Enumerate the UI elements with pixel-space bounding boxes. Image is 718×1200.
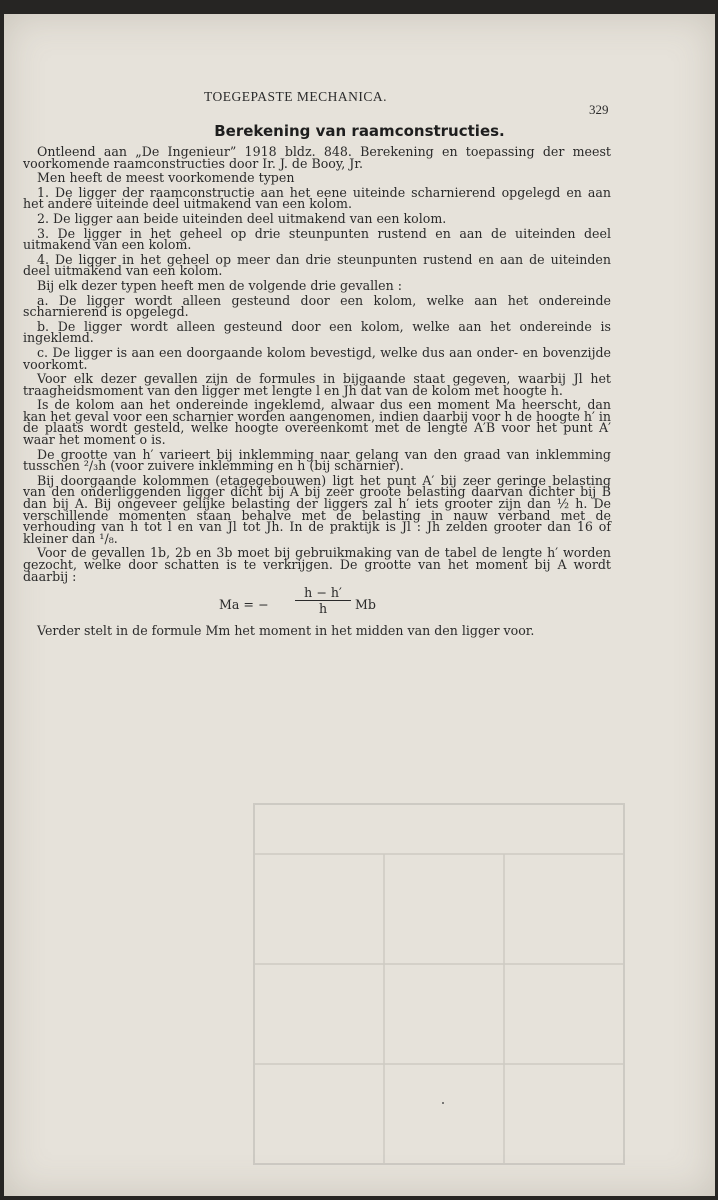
paragraph: De grootte van h′ varieert bij inklemming naar gelang van den graad van inklemming tusschen ²/₃h (voor zuivere inklemming en h (bij scharnier). (23, 446, 611, 474)
running-head: TOEGEPASTE MECHANICA. (204, 89, 388, 104)
paragraph: c. De ligger is aan een doorgaande kolom bevestigd, welke dus aan onder- en bovenzijde voorkomt. (23, 344, 611, 372)
paragraph: 2. De ligger aan beide uiteinden deel uitmakend van een kolom. (37, 210, 447, 226)
formula-denominator: h (318, 600, 328, 616)
formula-numerator: h − h′ (295, 587, 351, 601)
formula-fraction (295, 587, 351, 614)
closing-paragraph: Verder stelt in de formule Mm het moment in het midden van den ligger voor. (37, 623, 535, 639)
paragraph: Bij doorgaande kolommen (etagegebouwen) ligt het punt A′ bij zeer geringe belasting van den onderliggenden ligger dicht bij A bij zeer groote belasting daarvan dichter bij B dan bij A. Bij ongeveer gelijke belasting der liggers zal h′ iets grooter zijn dan ½ h. De verschillende momenten staan behalve met de belasting in nauw verband met de verhouding van h tot l en van Jl tot Jh. In de praktijk is Jl : Jh zelden grooter dan 16 of kleiner dan ¹/₈. (23, 472, 611, 546)
paragraph: Ontleend aan „De Ingenieur” 1918 bldz. 848. Berekening en toepassing der meest voorkomende raamconstructies door Ir. J. de Booy, Jr. (23, 144, 611, 171)
moment-formula (23, 585, 611, 621)
body-text (23, 146, 611, 640)
paragraph: 1. De ligger der raamconstructie aan het eene uiteinde scharnierend opgelegd en aan het andere uiteinde deel uitmakend van een kolom. (23, 184, 611, 212)
paragraph: Men heeft de meest voorkomende typen (37, 170, 295, 186)
page-number: 329 (589, 102, 609, 117)
paragraph: Voor elk dezer gevallen zijn de formules in bijgaande staat gegeven, waarbij Jl het traagheidsmoment van den ligger met lengte l en Jh dat van de kolom met hoogte h. (23, 371, 611, 398)
book-page (4, 14, 715, 1196)
paragraph: a. De ligger wordt alleen gesteund door een kolom, welke aan het ondereinde scharnierend is opgelegd. (23, 292, 611, 320)
paragraph: Bij elk dezer typen heeft men de volgende drie gevallen : (37, 277, 402, 293)
paragraph: b. De ligger wordt alleen gesteund door een kolom, welke aan het ondereinde is ingeklemd. (23, 318, 611, 346)
bleed-through-table (244, 764, 634, 1184)
paragraph: Voor de gevallen 1b, 2b en 3b moet bij gebruikmaking van de tabel de lengte h′ worden gezocht, welke door schatten is te verkrijgen. De grootte van het moment bij A wordt daarbij : (23, 545, 611, 584)
paragraph: 3. De ligger in het geheel op drie steunpunten rustend en aan de uiteinden deel uitmakend van een kolom. (23, 225, 611, 253)
paragraph: Is de kolom aan het ondereinde ingeklemd, alwaar dus een moment Ma heerscht, dan kan het geval voor een scharnier worden aangenomen, indien daarbij voor h de hoogte h′ in de plaats wordt gesteld, welke hoogte overeenkomt met de lengte A′B voor het punt A′ waar het moment o is. (23, 397, 611, 448)
formula-rhs: Mb (355, 597, 376, 613)
formula-lhs: Ma = − (219, 597, 269, 613)
section-title: Berekening van raamconstructies. (214, 122, 505, 140)
paper-speck (442, 1102, 444, 1104)
paragraph: 4. De ligger in het geheel op meer dan drie steunpunten rustend en aan de uiteinden deel uitmakend van een kolom. (23, 251, 611, 279)
